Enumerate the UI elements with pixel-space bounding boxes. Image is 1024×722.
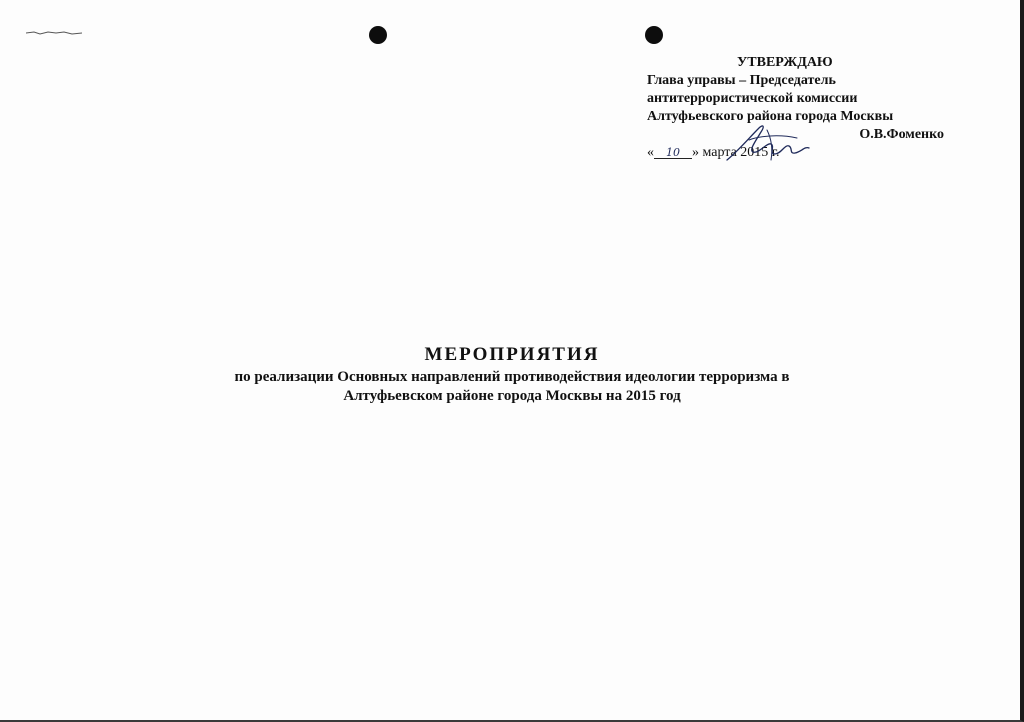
document-subheading-line-2: Алтуфьевском районе города Москвы на 2015 год	[343, 388, 681, 404]
document-title-block	[0, 342, 1024, 406]
punch-hole-left	[369, 26, 387, 44]
date-month-year: » марта 2015 г.	[692, 145, 780, 160]
approver-position-line-3: Алтуфьевского района города Москвы	[647, 109, 894, 124]
date-open-quote: «	[647, 145, 654, 160]
punch-hole-right	[645, 26, 663, 44]
approval-title: УТВЕРЖДАЮ	[737, 55, 833, 70]
approver-position-line-2: антитеррористической комиссии	[647, 91, 858, 106]
signer-name: О.В.Фоменко	[859, 127, 944, 142]
document-heading: МЕРОПРИЯТИЯ	[424, 344, 600, 365]
approver-position-line-1: Глава управы – Председатель	[647, 73, 836, 88]
handwritten-signature	[719, 120, 814, 164]
date-day-handwritten: 10	[654, 147, 692, 159]
document-subheading-line-1: по реализации Основных направлений противодействия идеологии терроризма в	[234, 369, 790, 385]
scan-artifact-mark	[26, 30, 86, 36]
approval-block	[647, 54, 967, 162]
